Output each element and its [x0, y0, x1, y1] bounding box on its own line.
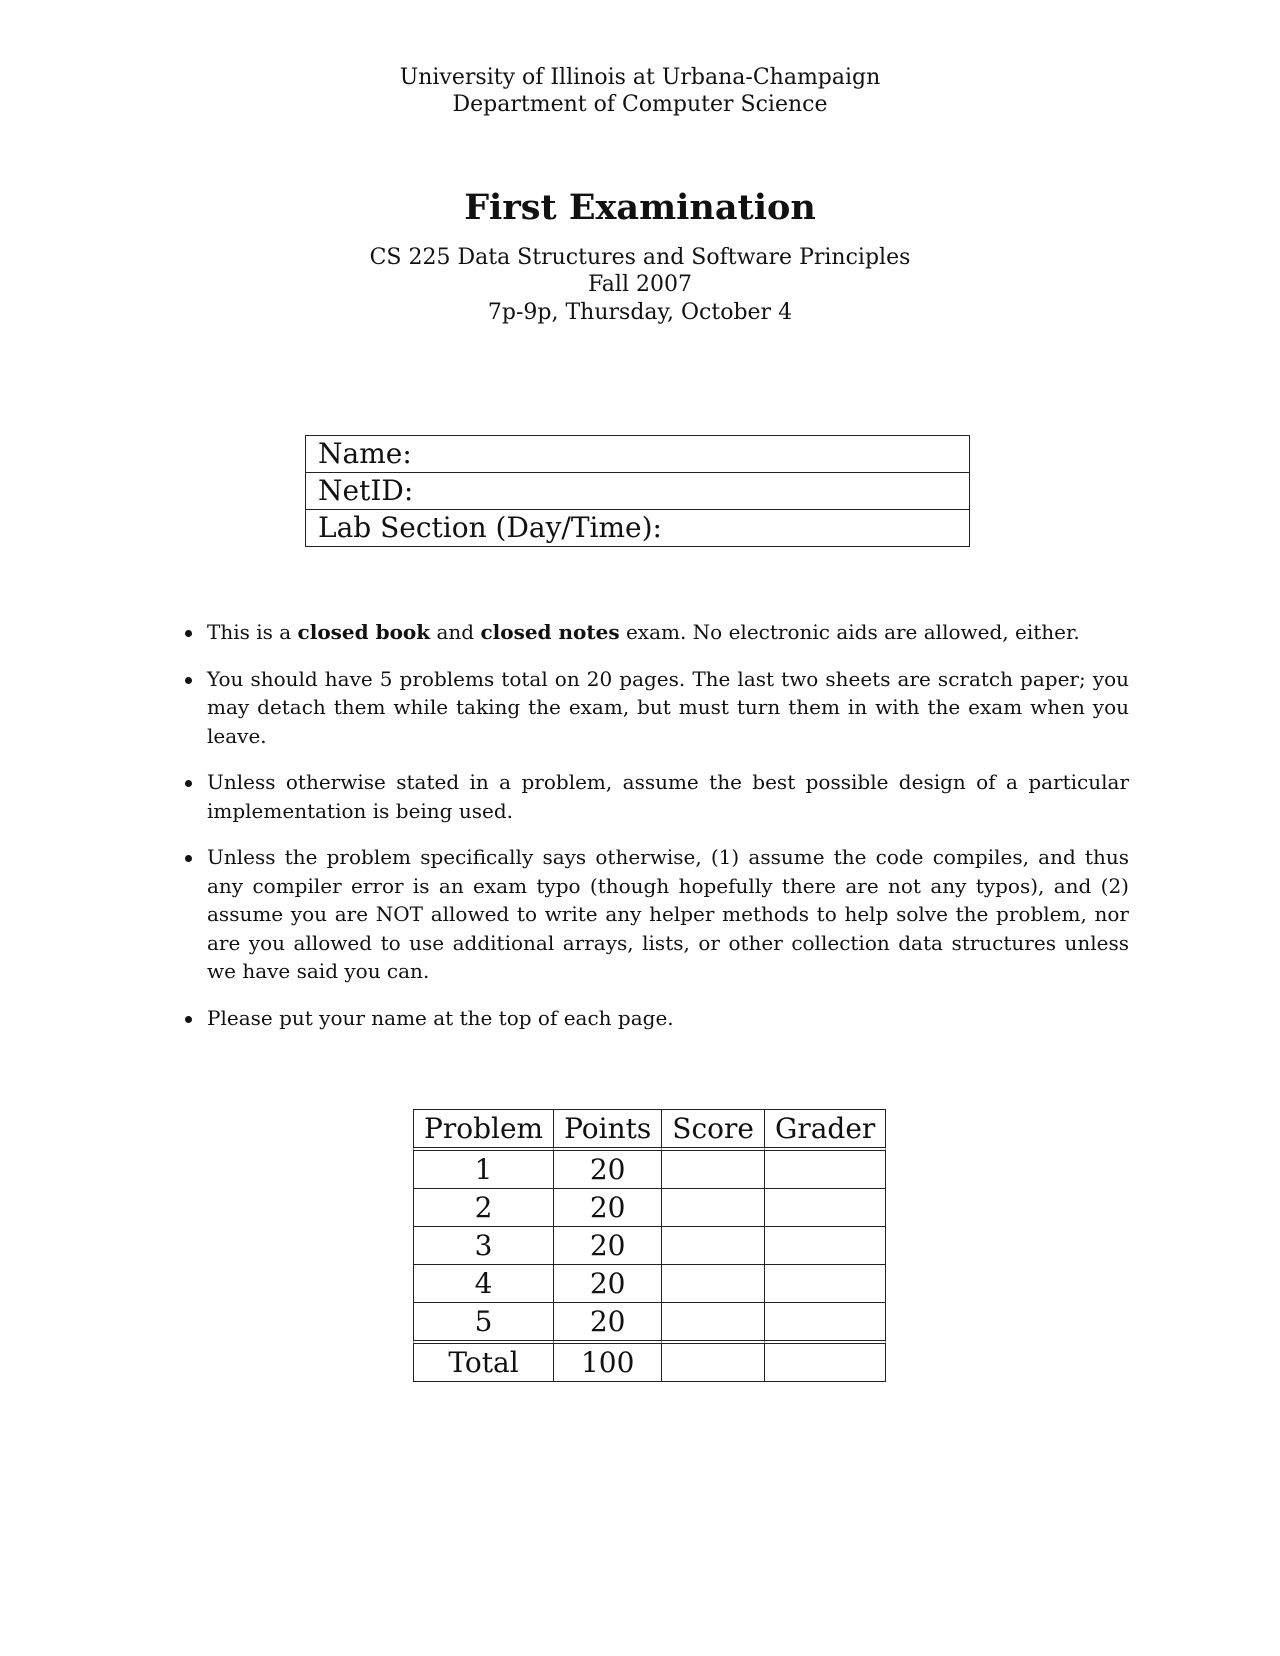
problem-points: 20	[553, 1188, 661, 1226]
problem-number: 1	[413, 1147, 553, 1188]
problem-number: 5	[413, 1302, 553, 1340]
instruction-put-name: Please put your name at the top of each page.	[183, 1004, 1129, 1033]
problem-points: 20	[553, 1264, 661, 1302]
grader-cell[interactable]	[764, 1226, 886, 1264]
score-cell[interactable]	[661, 1147, 764, 1188]
total-points: 100	[553, 1340, 661, 1382]
table-row	[413, 1302, 886, 1340]
instructions-list	[183, 618, 1129, 1050]
exam-title: First Examination	[464, 187, 816, 228]
header-problem: Problem	[413, 1109, 553, 1147]
exam-term: Fall 2007	[588, 272, 692, 297]
grader-cell[interactable]	[764, 1188, 886, 1226]
name-row[interactable]	[306, 436, 970, 473]
header-grader: Grader	[764, 1109, 886, 1147]
instruction-text: This is a	[207, 620, 298, 644]
netid-row[interactable]	[306, 473, 970, 510]
total-score-cell[interactable]	[661, 1340, 764, 1382]
problem-number: 4	[413, 1264, 553, 1302]
lab-section-row[interactable]	[306, 510, 970, 547]
header-score: Score	[661, 1109, 764, 1147]
instruction-problem-count: You should have 5 problems total on 20 pages. The last two sheets are scratch paper; you may detach them while taking the exam, but must turn them in with the exam when you leave.	[183, 665, 1129, 751]
course-name: CS 225 Data Structures and Software Principles	[369, 245, 911, 270]
table-row	[413, 1188, 886, 1226]
problem-number: 3	[413, 1226, 553, 1264]
instruction-assumptions: Unless the problem specifically says otherwise, (1) assume the code compiles, and thus any compiler error is an exam typo (though hopefully there are not any typos), and (2) assume you are NOT allowed to write any helper methods to help solve the problem, nor are you allowed to use additional arrays, lists, or other collection data structures unless we have said you can.	[183, 843, 1129, 986]
problem-points: 20	[553, 1226, 661, 1264]
institution-name: University of Illinois at Urbana-Champaign	[399, 65, 881, 90]
score-cell[interactable]	[661, 1226, 764, 1264]
instruction-best-design: Unless otherwise stated in a problem, assume the best possible design of a particular implementation is being used.	[183, 768, 1129, 825]
student-info-table	[305, 435, 970, 547]
department-name: Department of Computer Science	[452, 92, 828, 117]
header-points: Points	[553, 1109, 661, 1147]
name-field[interactable]: Name:	[306, 436, 970, 473]
problem-points: 20	[553, 1147, 661, 1188]
instruction-bold: closed notes	[480, 620, 620, 644]
score-cell[interactable]	[661, 1302, 764, 1340]
netid-field[interactable]: NetID:	[306, 473, 970, 510]
total-grader-cell[interactable]	[764, 1340, 886, 1382]
score-cell[interactable]	[661, 1264, 764, 1302]
instruction-text: and	[430, 620, 481, 644]
grader-cell[interactable]	[764, 1264, 886, 1302]
exam-time: 7p-9p, Thursday, October 4	[487, 300, 793, 325]
lab-section-field[interactable]: Lab Section (Day/Time):	[306, 510, 970, 547]
problem-points: 20	[553, 1302, 661, 1340]
instruction-text: exam. No electronic aids are allowed, either.	[619, 620, 1080, 644]
score-table	[413, 1109, 886, 1382]
grader-cell[interactable]	[764, 1302, 886, 1340]
table-row	[413, 1226, 886, 1264]
table-row	[413, 1264, 886, 1302]
grader-cell[interactable]	[764, 1147, 886, 1188]
table-row	[413, 1147, 886, 1188]
total-label: Total	[413, 1340, 553, 1382]
instruction-closed-book	[183, 618, 1129, 647]
total-row	[413, 1340, 886, 1382]
score-table-header	[413, 1109, 886, 1147]
score-cell[interactable]	[661, 1188, 764, 1226]
instruction-bold: closed book	[297, 620, 431, 644]
problem-number: 2	[413, 1188, 553, 1226]
